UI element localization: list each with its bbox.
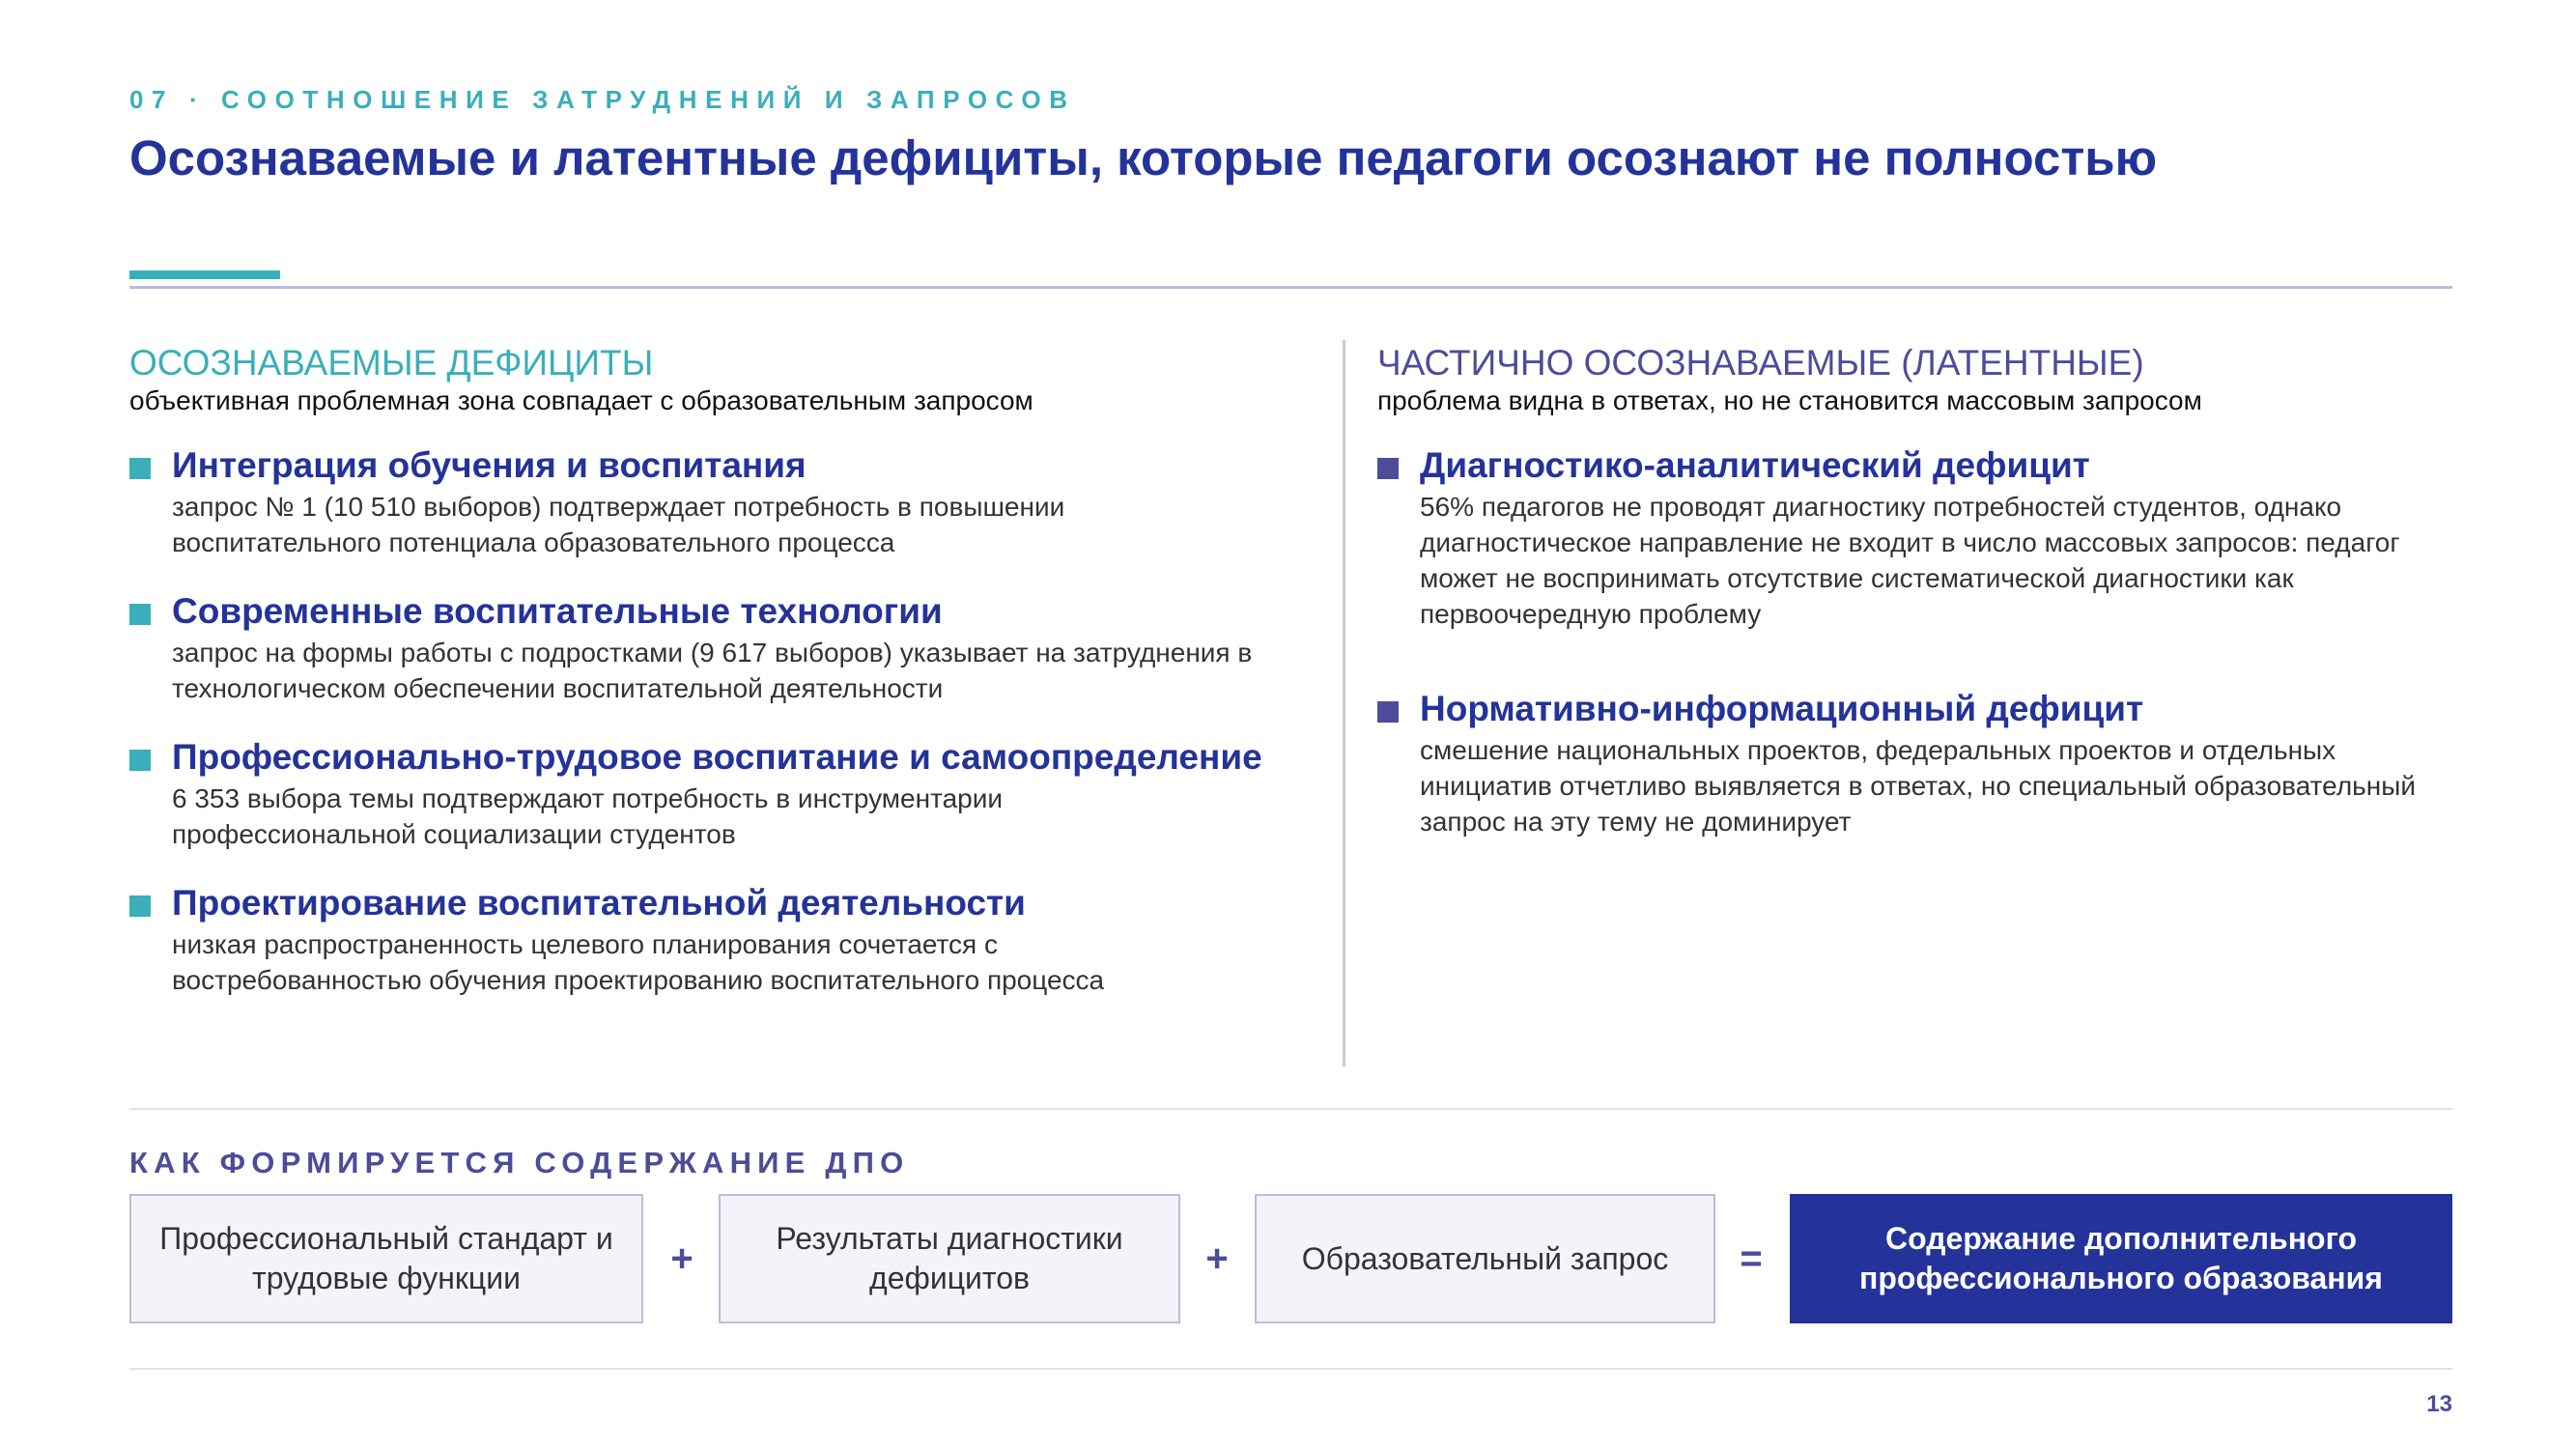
formula-result-box: Содержание дополнительного профессионального образования (1790, 1194, 2452, 1323)
square-bullet-icon (1377, 458, 1399, 479)
square-bullet-icon (129, 895, 151, 917)
column-divider (1343, 340, 1345, 1066)
deficit-description: запрос на формы работы с подростками (9 617 выборов) указывает на затруднения в технологическом обеспечении воспитательной деятельности (172, 638, 1253, 703)
deficit-title: Нормативно-информационный дефицит (1420, 689, 2144, 728)
deficit-title: Диагностико-аналитический дефицит (1420, 445, 2090, 485)
deficit-title: Проектирование воспитательной деятельности (172, 883, 1026, 923)
header-divider (129, 286, 2452, 289)
deficit-title: Профессионально-трудовое воспитание и самоопределение (172, 737, 1262, 777)
page-title: Осознаваемые и латентные дефициты, которые педагоги осознают не полностью (129, 130, 2158, 185)
latent-deficits-column (1377, 343, 2454, 837)
deficit-description: 6 353 выбора темы подтверждают потребность в инструментарии профессиональной социализации студентов (172, 783, 1004, 849)
square-bullet-icon (129, 750, 151, 771)
deficit-title: Интеграция обучения и воспитания (172, 445, 807, 485)
square-bullet-icon (129, 458, 151, 479)
aware-deficits-column (129, 343, 1327, 995)
formula-label: КАК ФОРМИРУЕТСЯ СОДЕРЖАНИЕ ДПО (129, 1146, 910, 1179)
formula-box-diagnostics: Результаты диагностики дефицитов (719, 1194, 1180, 1323)
deficit-description: низкая распространенность целевого планирования сочетается с востребованностью обучения проектированию воспитательного процесса (172, 929, 1105, 995)
plus-operator: + (670, 1237, 694, 1280)
formula-box-request: Образовательный запрос (1255, 1194, 1715, 1323)
accent-bar (129, 270, 280, 279)
aware-deficits-heading: ОСОЗНАВАЕМЫЕ ДЕФИЦИТЫ (129, 343, 654, 383)
equals-operator: = (1740, 1237, 1763, 1280)
latent-deficits-subheading: проблема видна в ответах, но не становится массовым запросом (1377, 385, 2202, 415)
formula-box-standard: Профессиональный стандарт и трудовые функции (129, 1194, 643, 1323)
deficit-description: 56% педагогов не проводят диагностику потребностей студентов, однако диагностическое направление не входит в число массовых запросов: педагог может не воспринимать отсутствие систематической диагностики как первоочередную проблему (1420, 492, 2400, 629)
aware-deficits-subheading: объективная проблемная зона совпадает с образовательным запросом (129, 385, 1033, 415)
latent-deficits-heading: ЧАСТИЧНО ОСОЗНАВАЕМЫЕ (ЛАТЕНТНЫЕ) (1377, 343, 2144, 383)
deficit-description: запрос № 1 (10 510 выборов) подтверждает потребность в повышении воспитательного потенциала образовательного процесса (172, 492, 1065, 557)
page-number: 13 (2426, 1391, 2452, 1417)
deficit-title: Современные воспитательные технологии (172, 591, 943, 631)
square-bullet-icon (129, 604, 151, 625)
square-bullet-icon (1377, 701, 1399, 723)
section-divider (129, 1108, 2452, 1110)
footer-divider (129, 1368, 2452, 1370)
section-kicker: 07 · СООТНОШЕНИЕ ЗАТРУДНЕНИЙ И ЗАПРОСОВ (129, 85, 1076, 114)
deficit-description: смешение национальных проектов, федеральных проектов и отдельных инициатив отчетливо выявляется в ответах, но специальный образовательный запрос на эту тему не доминирует (1420, 735, 2416, 837)
plus-operator: + (1205, 1237, 1229, 1280)
